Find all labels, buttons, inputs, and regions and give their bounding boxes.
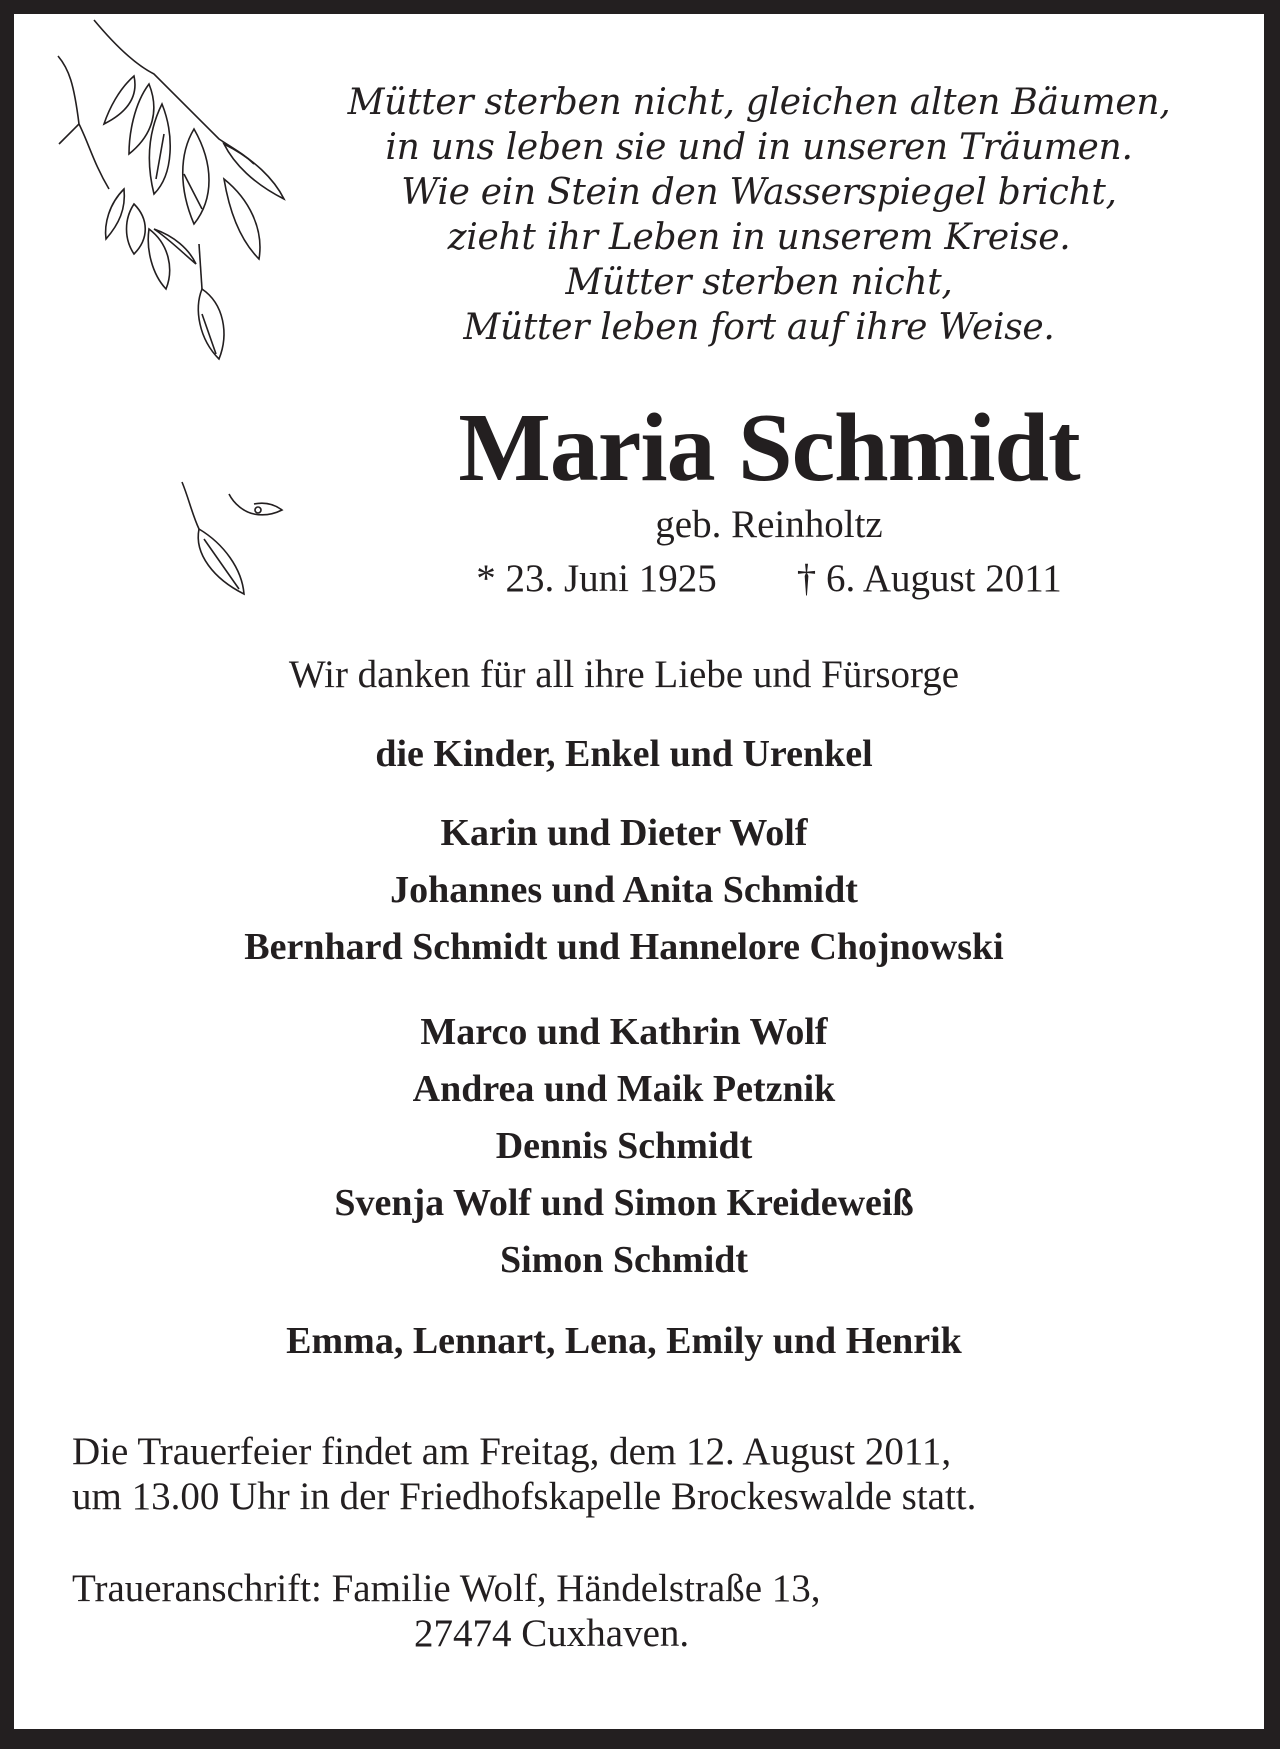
grandchild-entry: Simon Schmidt (499, 1239, 749, 1281)
birth-date: * 23. Juni 1925 (476, 557, 717, 600)
grandchild-entry: Dennis Schmidt (495, 1125, 753, 1167)
grandchild-entry: Marco und Kathrin Wolf (420, 1011, 828, 1053)
poem-line: Mütter leben fort auf ihre Weise. (463, 307, 1055, 348)
poem-line: in uns leben sie und in unseren Träumen. (385, 127, 1133, 168)
falling-leaf-icon (174, 474, 304, 614)
poem-line: Mütter sterben nicht, gleichen alten Bäumen, (347, 82, 1171, 123)
grandchild-entry: Svenja Wolf und Simon Kreideweiß (334, 1182, 914, 1224)
leaf-branch-icon (34, 14, 294, 374)
poem-line: Mütter sterben nicht, (565, 262, 953, 303)
address-line: 27474 Cuxhaven. (414, 1612, 690, 1655)
funeral-info-line: um 13.00 Uhr in der Friedhofskapelle Brockeswalde statt. (72, 1475, 977, 1518)
poem-line: zieht ihr Leben in unserem Kreise. (447, 217, 1071, 258)
deceased-name: Maria Schmidt (458, 394, 1080, 502)
thanks-line: Wir danken für all ihre Liebe und Fürsorge (288, 653, 960, 696)
great-grandchildren: Emma, Lennart, Lena, Emily und Henrik (286, 1320, 962, 1362)
life-dates (344, 556, 1194, 601)
grandchild-entry: Andrea und Maik Petznik (412, 1068, 836, 1110)
child-entry: Johannes und Anita Schmidt (390, 869, 858, 911)
address-line: Traueranschrift: Familie Wolf, Händelstraße 13, (72, 1567, 821, 1610)
funeral-info-line: Die Trauerfeier findet am Freitag, dem 12. August 2011, (72, 1430, 952, 1473)
obituary-notice (14, 14, 1264, 1729)
mourners-heading: die Kinder, Enkel und Urenkel (375, 733, 873, 775)
death-date: † 6. August 2011 (796, 557, 1062, 600)
poem-line: Wie ein Stein den Wasserspiegel bricht, (401, 172, 1117, 213)
birth-name: geb. Reinholtz (655, 503, 883, 546)
child-entry: Karin und Dieter Wolf (440, 812, 808, 854)
child-entry: Bernhard Schmidt und Hannelore Chojnowski (244, 926, 1004, 968)
